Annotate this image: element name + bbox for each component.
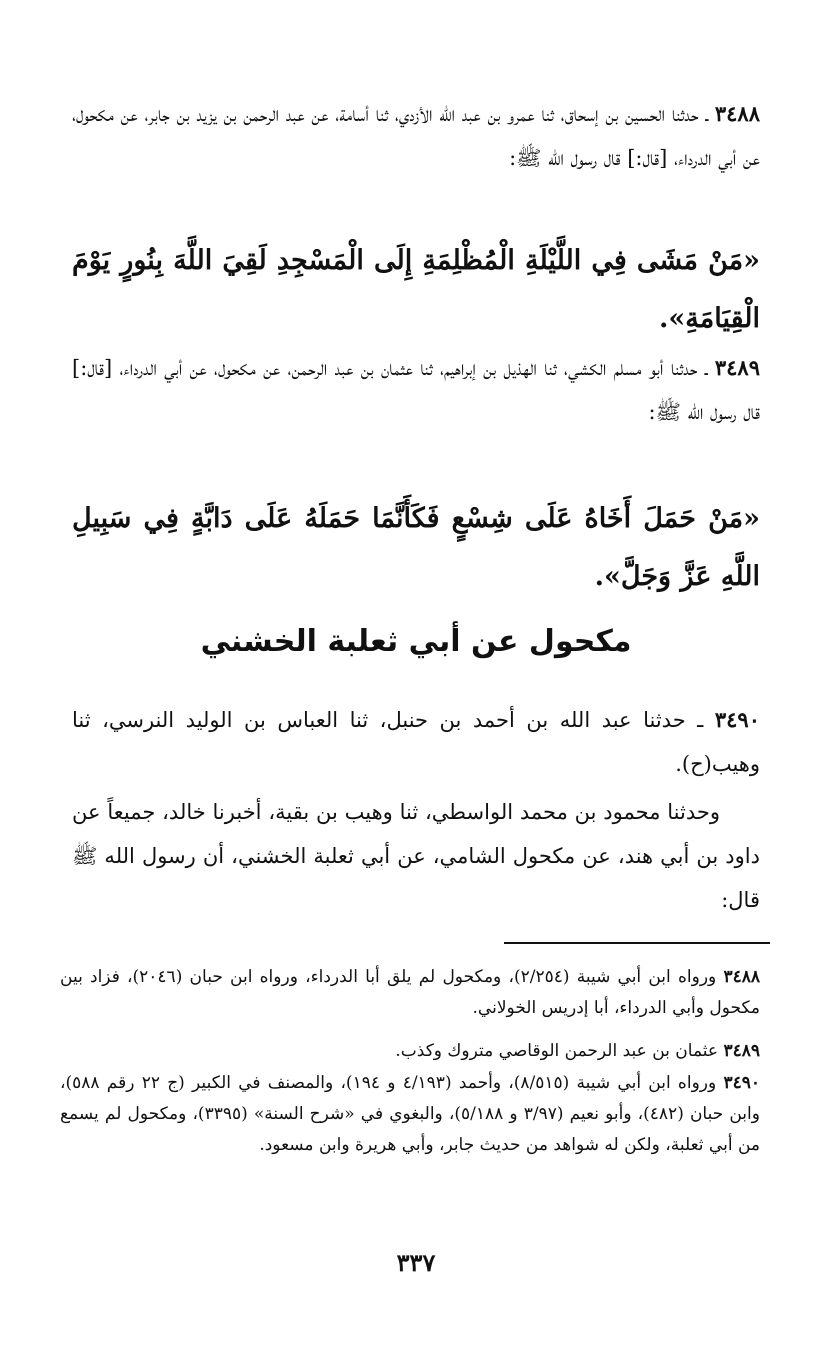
hadith-number: ٣٤٩٠ xyxy=(714,707,760,732)
hadith-3488-isnad xyxy=(72,92,760,180)
footnote-separator xyxy=(504,942,770,944)
dash: ـ xyxy=(698,102,709,126)
dash: ـ xyxy=(697,356,708,380)
footnote-text: عثمان بن عبد الرحمن الوقاصي متروك وكذب. xyxy=(395,1041,719,1061)
hadith-3490-isnad-1 xyxy=(72,698,760,786)
dash: ـ xyxy=(685,708,704,732)
hadith-3490-isnad-2: وحدثنا محمود بن محمد الواسطي، ثنا وهيب بن بقية، أخبرنا خالد، جميعاً عن داود بن أبي هند، عن مكحول الشامي، عن أبي ثعلبة الخشني، أن رسول الله ﷺ قال: xyxy=(72,800,760,912)
footnote-3490 xyxy=(60,1068,760,1161)
isnad-text: حدثنا أبو مسلم الكشي، ثنا الهذيل بن إبراهيم، ثنا عثمان بن عبد الرحمن، عن مكحول، عن أبي الدرداء، [قال:] قال رسول الله ﷺ: xyxy=(72,356,760,424)
section-heading: مكحول عن أبي ثعلبة الخشني xyxy=(200,624,632,659)
hadith-number: ٣٤٨٨ xyxy=(714,101,760,126)
hadith-number: ٣٤٨٩ xyxy=(714,355,760,380)
page-number: ٣٣٧ xyxy=(396,1248,436,1277)
footnote-text: ورواه ابن أبي شيبة (٨/٥١٥)، وأحمد (٤/١٩٣ و ١٩٤)، والمصنف في الكبير (ج ٢٢ رقم ٥٨٨)، وابن حبان (٤٨٢)، وأبو نعيم (٣/٩٧ و ٥/١٨٨)، والبغوي في «شرح السنة» (٣٣٩٥)، ومكحول لم يسمع من أبي ثعلبة، ولكن له شواهد من حديث جابر، وأبي هريرة وابن مسعود. xyxy=(60,1073,760,1155)
isnad-text: حدثنا عبد الله بن أحمد بن حنبل، ثنا العباس بن الوليد النرسي، ثنا وهيب(ح). xyxy=(72,708,760,776)
footnote-3488 xyxy=(60,962,760,1024)
hadith-3488-matn: «مَنْ مَشَى فِي اللَّيْلَةِ الْمُظْلِمَةِ إِلَى الْمَسْجِدِ لَقِيَ اللَّهَ بِنُورٍ يَوْمَ الْقِيَامَةِ». xyxy=(72,245,760,334)
footnote-3489 xyxy=(60,1036,760,1067)
footnote-number: ٣٤٨٨ xyxy=(723,967,760,987)
hadith-3489-isnad xyxy=(72,346,760,434)
isnad-text: حدثنا الحسين بن إسحاق، ثنا عمرو بن عبد الله الأزدي، ثنا أسامة، عن عبد الرحمن بن يزيد بن جابر، عن مكحول، عن أبي الدرداء، [قال:] قال رسول الله ﷺ: xyxy=(72,102,760,170)
footnote-text: ورواه ابن أبي شيبة (٢/٢٥٤)، ومكحول لم يلق أبا الدرداء، ورواه ابن حبان (٢٠٤٦)، فزاد بين مكحول وأبي الدرداء، أبا إدريس الخولاني. xyxy=(60,967,760,1018)
footnote-number: ٣٤٩٠ xyxy=(723,1073,760,1093)
hadith-3489-matn: «مَنْ حَمَلَ أَخَاهُ عَلَى شِسْعٍ فَكَأَنَّمَا حَمَلَهُ عَلَى دَابَّةٍ فِي سَبِيلِ اللَّهِ عَزَّ وَجَلَّ». xyxy=(72,503,760,592)
footnote-number: ٣٤٨٩ xyxy=(723,1041,760,1061)
